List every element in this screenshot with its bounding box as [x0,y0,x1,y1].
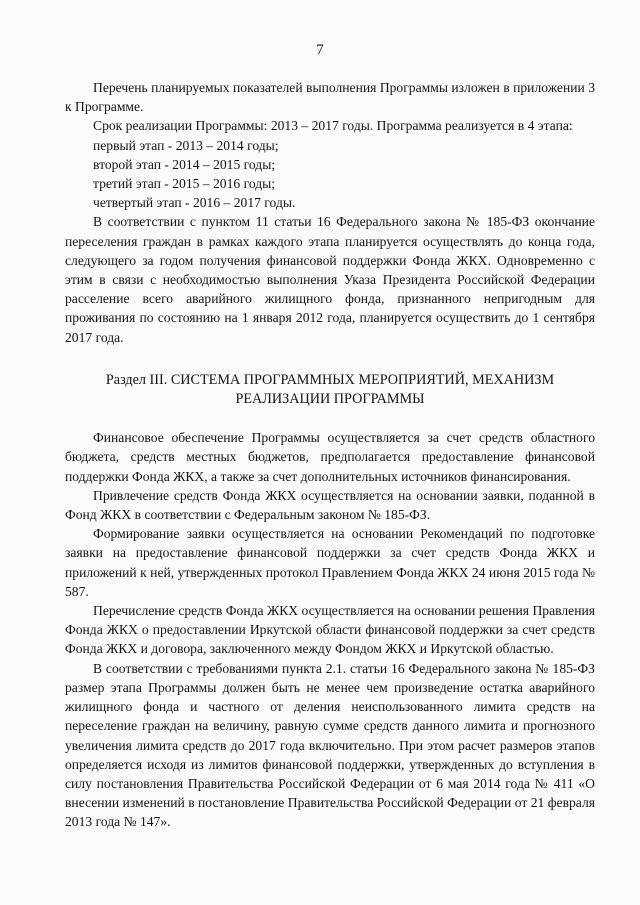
stage-item: третий этап - 2015 – 2016 годы; [93,176,276,192]
stage-item: первый этап - 2013 – 2014 годы; [93,137,279,153]
paragraph-stage-size: В соответствии с требованиями пункта 2.1. статьи 16 Федерального закона № 185-ФЗ размер этапа Программы должен быть не менее чем произведение остатка аварийного жилищного фонда и частного от деления неиспользованного лимита средств на переселение граждан на величину, равную сумме средств данного лимита и прогнозного увеличения лимита средств до 2017 года включительно. При этом расчет размеров этапов определяется исходя из лимитов финансовой поддержки, утвержденных до вступления в силу постановления Правительства Российской Федерации от 6 мая 2014 года № 411 «О внесении изменений в постановление Правительства Российской Федерации от 21 февраля 2013 года № 147». [65,660,595,830]
paragraph-transfer: Перечисление средств Фонда ЖКХ осуществляется на основании решения Правления Фонда ЖКХ о предоставлении Иркутской области финансовой поддержки за счет средств Фонда ЖКХ и договора, заключенного между Фондом ЖКХ и Иркутской областью. [65,603,595,657]
paragraph-attraction: Привлечение средств Фонда ЖКХ осуществляется на основании заявки, поданной в Фонд ЖКХ в соответствии с Федеральным законом № 185-ФЗ. [65,487,595,523]
section-title-line1: Раздел III. СИСТЕМА ПРОГРАММНЫХ МЕРОПРИЯТИЙ, МЕХАНИЗМ [105,371,555,388]
stage-item: четвертый этап - 2016 – 2017 годы. [93,195,296,211]
stage-item: второй этап - 2014 – 2015 годы; [93,156,276,172]
paragraph-resettlement: В соответствии с пунктом 11 статьи 16 Федерального закона № 185-ФЗ окончание переселения граждан в рамках каждого этапа планируется осуществлять до конца года, следующего за годом получения финансовой поддержки Фонда ЖКХ. Одновременно с этим в связи с необходимостью выполнения Указа Президента Российской Федерации расселение всего аварийного жилищного фонда, признанного непригодным для проживания по состоянию на 1 января 2012 года, планируется осуществить до 1 сентября 2017 года. [65,214,595,345]
page-number: 7 [316,42,324,58]
paragraph-indicators: Перечень планируемых показателей выполнения Программы изложен в приложении 3 к Программе. [65,80,595,115]
paragraph-financing: Финансовое обеспечение Программы осуществляется за счет средств областного бюджета, средств местных бюджетов, предполагается предоставление финансовой поддержки Фонда ЖКХ, а также за счет дополнительных источников финансирования. [65,430,595,484]
paragraph-term: Срок реализации Программы: 2013 – 2017 годы. Программа реализуется в 4 этапа: [93,118,573,134]
section-title [65,371,595,409]
paragraph-application: Формирование заявки осуществляется на основании Рекомендаций по подготовке заявки на предоставление финансовой поддержки за счет средств Фонда ЖКХ и приложений к ней, утвержденных протокол Правлением Фонда ЖКХ 24 июня 2015 года № 587. [65,526,595,599]
section-title-line2: РЕАЛИЗАЦИИ ПРОГРАММЫ [235,391,425,408]
document-body [65,78,595,832]
